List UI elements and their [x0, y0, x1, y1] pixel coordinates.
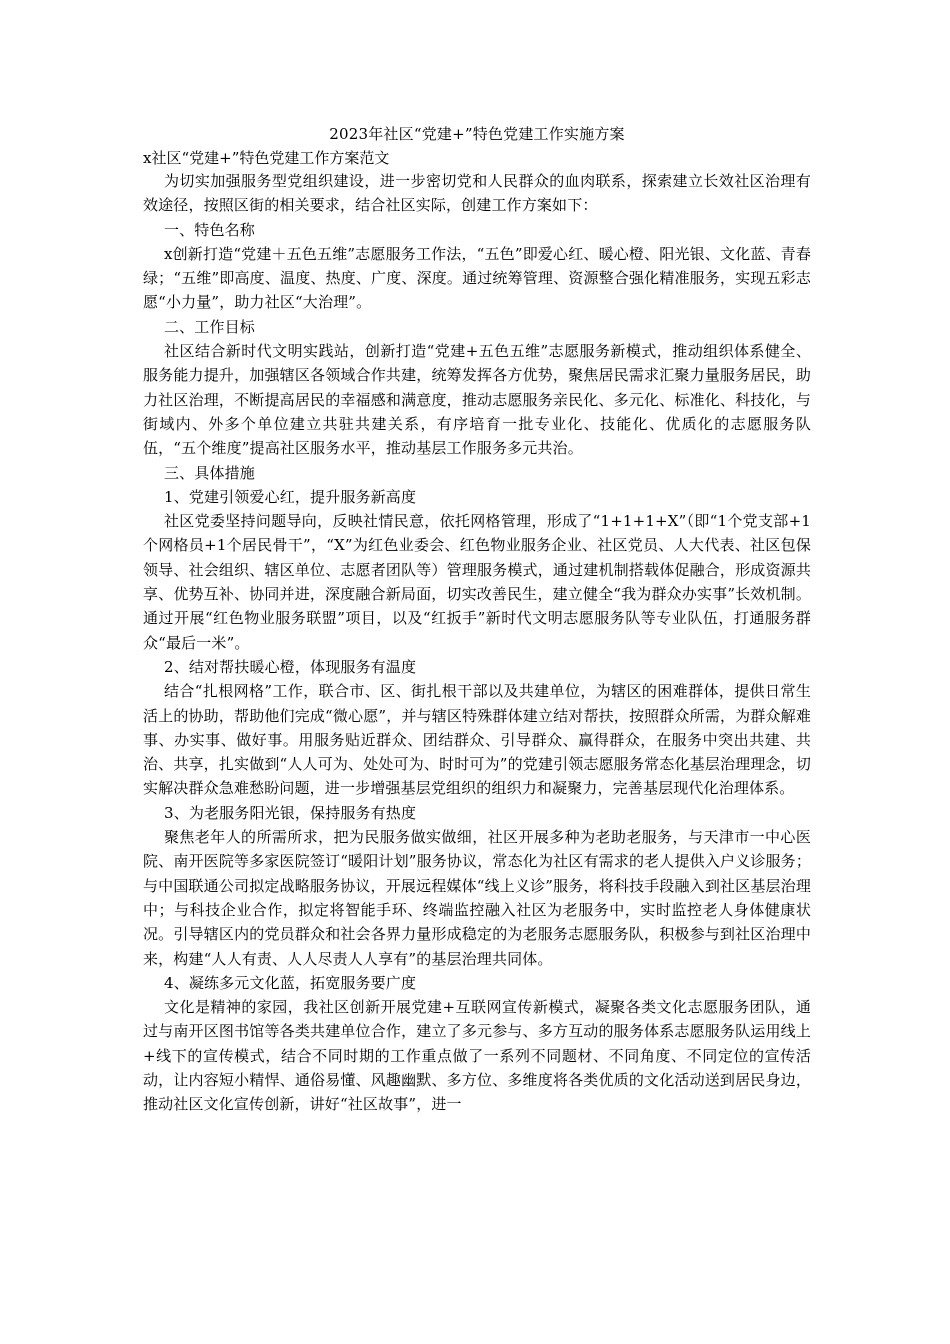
measure4-paragraph: 文化是精神的家园，我社区创新开展党建+互联网宣传新模式，凝聚各类文化志愿服务团队，通过与南开区图书馆等各类共建单位合作，建立了多元参与、多方互动的服务体系志愿服务队运用线上+线下的宣传模式，结合不同时期的工作重点做了一系列不同题材、不同角度、不同定位的宣传活动，让内容短小精悍、通俗易懂、风趣幽默、多方位、多维度将各类优质的文化活动送到居民身边，推动社区文化宣传创新，讲好“社区故事”，进一	[143, 998, 811, 1114]
section3-heading: 三、具体措施	[164, 463, 255, 482]
document-page	[143, 124, 811, 1117]
section2-paragraph: 社区结合新时代文明实践站，创新打造“党建+五色五维”志愿服务新模式，推动组织体系健全、服务能力提升，加强辖区各领域合作共建，统筹发挥各方优势，聚焦居民需求汇聚力量服务居民，助力社区治理，不断提高居民的幸福感和满意度，推动志愿服务亲民化、多元化、标准化、科技化，与街域内、外多个单位建立共驻共建关系，有序培育一批专业化、技能化、优质化的志愿服务队伍，“五个维度”提高社区服务水平，推动基层工作服务多元共治。	[143, 342, 811, 458]
section1-heading: 一、特色名称	[164, 220, 255, 239]
measure4-heading: 4、凝练多元文化蓝，拓宽服务要广度	[164, 973, 417, 992]
measure1-paragraph: 社区党委坚持问题导向，反映社情民意，依托网格管理，形成了“1+1+1+X”（即“1个党支部+1个网格员+1个居民骨干”，“X”为红色业委会、红色物业服务企业、社区党员、人大代表、社区包保领导、社会组织、辖区单位、志愿者团队等）管理服务模式，通过建机制搭载体促融合，形成资源共享、优势互补、协同并进，深度融合新局面，切实改善民生，建立健全“我为群众办实事”长效机制。通过开展“红色物业服务联盟”项目，以及“红扳手”新时代文明志愿服务队等专业队伍，打通服务群众“最后一米”。	[143, 512, 811, 652]
measure3-paragraph: 聚焦老年人的所需所求，把为民服务做实做细，社区开展多种为老助老服务，与天津市一中心医院、南开医院等多家医院签订“暖阳计划”服务协议，常态化为社区有需求的老人提供入户义诊服务；与中国联通公司拟定战略服务协议，开展远程媒体“线上义诊”服务，将科技手段融入到社区基层治理中；与科技企业合作，拟定将智能手环、终端监控融入社区为老服务中，实时监控老人身体健康状况。引导辖区内的党员群众和社会各界力量形成稳定的为老服务志愿服务队，积极参与到社区治理中来，构建“人人有责、人人尽责人人享有”的基层治理共同体。	[143, 828, 811, 968]
section1-paragraph: x创新打造“党建＋五色五维”志愿服务工作法，“五色”即爱心红、暖心橙、阳光银、文化蓝、青春绿；“五维”即高度、温度、热度、广度、深度。通过统筹管理、资源整合强化精准服务，实现五彩志愿“小力量”，助力社区“大治理”。	[143, 244, 811, 312]
intro-paragraph: 为切实加强服务型党组织建设，进一步密切党和人民群众的血肉联系，探索建立长效社区治理有效途径，按照区街的相关要求，结合社区实际，创建工作方案如下：	[143, 172, 811, 215]
document-subtitle: x社区“党建+”特色党建工作方案范文	[143, 149, 390, 167]
measure3-heading: 3、为老服务阳光银，保持服务有热度	[164, 803, 417, 822]
measure2-paragraph: 结合“扎根网格”工作，联合市、区、街扎根干部以及共建单位，为辖区的困难群体，提供日常生活上的协助，帮助他们完成“微心愿”，并与辖区特殊群体建立结对帮扶，按照群众所需，为群众解难事、办实事、做好事。用服务贴近群众、团结群众、引导群众、赢得群众，在服务中突出共建、共治、共享，扎实做到“人人可为、处处可为、时时可为”的党建引领志愿服务常态化基层治理理念，切实解决群众急难愁盼问题，进一步增强基层党组织的组织力和凝聚力，完善基层现代化治理体系。	[143, 682, 811, 798]
measure2-heading: 2、结对帮扶暖心橙，体现服务有温度	[164, 657, 417, 676]
document-title: 2023年社区“党建+”特色党建工作实施方案	[329, 125, 625, 143]
section2-heading: 二、工作目标	[164, 317, 255, 336]
measure1-heading: 1、党建引领爱心红，提升服务新高度	[164, 487, 417, 506]
